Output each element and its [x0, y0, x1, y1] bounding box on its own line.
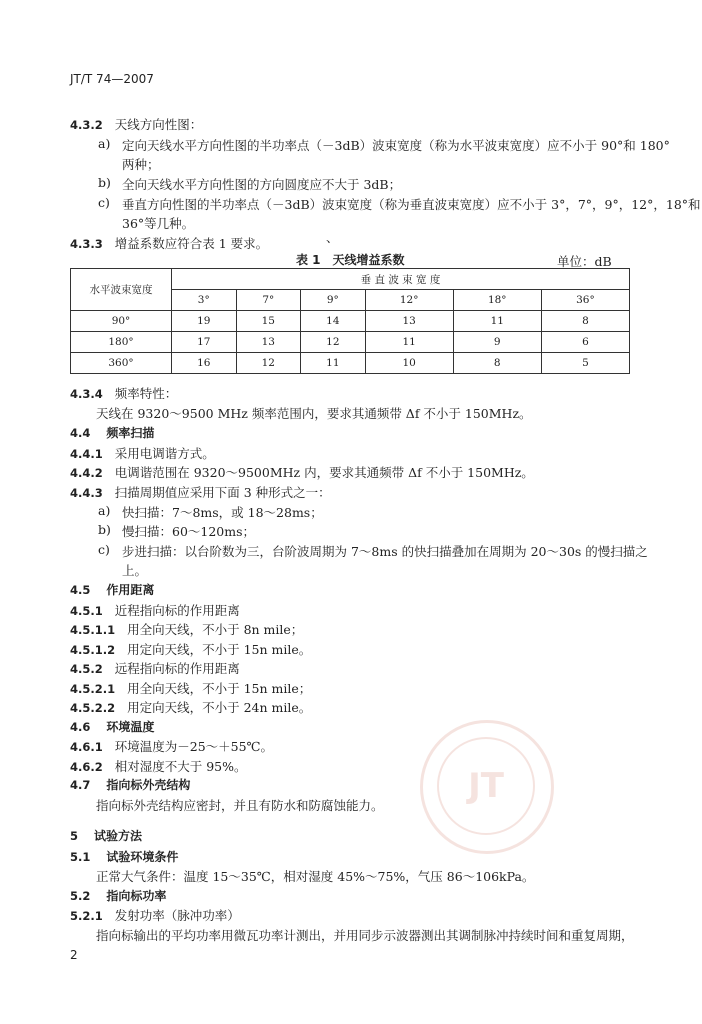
section-number: 4.4.1	[70, 447, 103, 461]
table-row	[71, 353, 630, 374]
section-number: 5.2.1	[70, 909, 103, 923]
section-4-4-2	[70, 463, 702, 481]
list-item-a-line1: 定向天线水平方向性图的半功率点（－3dB）波束宽度（称为水平波束宽度）应不小于 90°和 180°	[122, 138, 670, 153]
row-header-cell: 水平波束宽度	[71, 269, 172, 311]
list-item-b: 全向天线水平方向性图的方向圆度应不大于 3dB；	[122, 177, 402, 192]
section-text: 用定向天线，不小于 24n mile。	[127, 700, 312, 715]
section-number: 4.4	[70, 426, 91, 440]
section-title: 指向标外壳结构	[106, 778, 191, 792]
section-number: 4.4.2	[70, 466, 103, 480]
section-number: 4.6	[70, 720, 91, 734]
list-marker-b: b)	[98, 175, 111, 190]
section-text: 远程指向标的作用距离	[114, 661, 240, 676]
page-number: 2	[70, 948, 78, 962]
section-4-5-1-2	[70, 640, 702, 658]
section-4-7	[70, 776, 702, 794]
document-code: JT/T 74—2007	[70, 72, 154, 86]
column-header: 3°	[172, 290, 237, 311]
section-text: 近程指向标的作用距离	[114, 603, 240, 618]
section-title: 天线方向性图：	[114, 117, 203, 132]
section-number: 4.5.1.2	[70, 643, 116, 657]
section-number: 5.1	[70, 850, 91, 864]
list-marker-c: c)	[98, 195, 110, 210]
section-number: 4.3.4	[70, 387, 103, 401]
section-4-5	[70, 581, 702, 599]
table-cell: 19	[172, 311, 237, 332]
section-4-5-2	[70, 659, 702, 677]
section-number: 4.5.1.1	[70, 623, 116, 637]
section-number: 4.6.1	[70, 740, 103, 754]
list-marker-c: c)	[98, 542, 110, 557]
section-text: 用定向天线，不小于 15n mile。	[127, 642, 312, 657]
section-title: 频率特性：	[114, 386, 178, 401]
row-label: 90°	[71, 311, 172, 332]
list-marker-a: a)	[98, 136, 111, 151]
list-item-c-line2: 36°等几种。	[122, 216, 195, 231]
table-cell: 8	[453, 353, 541, 374]
section-4-3-3	[70, 234, 702, 252]
section-4-4-1	[70, 444, 702, 462]
table-row	[71, 332, 630, 353]
section-5	[70, 827, 702, 845]
section-number: 4.4.3	[70, 486, 103, 500]
section-number: 4.6.2	[70, 760, 103, 774]
section-text: 增益系数应符合表 1 要求。	[114, 236, 269, 251]
table-cell: 12	[301, 332, 366, 353]
table-cell: 10	[365, 353, 453, 374]
section-number: 4.5	[70, 583, 91, 597]
section-4-6-1	[70, 737, 702, 755]
section-4-5-2-2	[70, 698, 702, 716]
column-header: 9°	[301, 290, 366, 311]
section-text: 环境温度为－25～＋55℃。	[114, 739, 274, 754]
gain-table	[70, 268, 630, 374]
list-item-c-line1: 垂直方向性图的半功率点（－3dB）波束宽度（称为垂直波束宽度）应不小于 3°，7°，9°，12°，18°和	[122, 197, 701, 212]
section-title: 发射功率（脉冲功率）	[114, 908, 240, 923]
table-cell: 6	[541, 332, 629, 353]
list-item-b: 慢扫描：60～120ms；	[122, 524, 256, 539]
section-number: 4.3.3	[70, 237, 103, 251]
section-number: 4.7	[70, 778, 91, 792]
list-marker-b: b)	[98, 522, 111, 537]
section-text: 用全向天线，不小于 15n mile；	[127, 681, 312, 696]
list-item-c-line2: 上。	[122, 563, 148, 578]
column-header: 36°	[541, 290, 629, 311]
section-text: 正常大气条件：温度 15～35℃，相对湿度 45%～75%，气压 86～106kPa。	[96, 869, 535, 884]
section-text: 指向标输出的平均功率用微瓦功率计测出，并用同步示波器测出其调制脉冲持续时间和重复周期，	[96, 928, 634, 943]
section-number: 4.5.1	[70, 604, 103, 618]
column-header: 7°	[236, 290, 301, 311]
list-item-a-line2: 两种；	[122, 157, 160, 172]
section-4-5-1	[70, 601, 702, 619]
section-text: 电调谐范围在 9320～9500MHz 内，要求其通频带 Δf 不小于 150MHz。	[114, 465, 534, 480]
section-text: 采用电调谐方式。	[114, 446, 215, 461]
section-number: 4.5.2.1	[70, 682, 116, 696]
table-cell: 9	[453, 332, 541, 353]
table-cell: 17	[172, 332, 237, 353]
table-cell: 13	[365, 311, 453, 332]
section-4-5-2-1	[70, 679, 702, 697]
section-title: 频率扫描	[106, 426, 155, 440]
section-text: 相对湿度不大于 95%。	[114, 759, 247, 774]
table-cell: 14	[301, 311, 366, 332]
list-item-c-line1: 步进扫描：以台阶数为三，台阶波周期为 7～8ms 的快扫描叠加在周期为 20～30s 的慢扫描之	[122, 544, 648, 559]
section-4-3-4	[70, 384, 702, 402]
table-cell: 16	[172, 353, 237, 374]
section-number: 5	[70, 829, 79, 843]
stray-mark: 、	[326, 230, 339, 245]
section-title: 环境温度	[106, 720, 155, 734]
table-cell: 5	[541, 353, 629, 374]
section-4-6	[70, 718, 702, 736]
section-4-3-2	[70, 115, 702, 133]
section-text: 用全向天线，不小于 8n mile；	[127, 622, 304, 637]
watermark-text: JT	[437, 737, 535, 835]
table-unit: 单位：dB	[557, 254, 612, 269]
row-label: 360°	[71, 353, 172, 374]
table-cell: 11	[453, 311, 541, 332]
list-item-a: 快扫描：7～8ms，或 18～28ms；	[122, 505, 323, 520]
section-4-4-3	[70, 483, 702, 501]
row-label: 180°	[71, 332, 172, 353]
column-group-header: 垂 直 波 束 宽 度	[172, 269, 630, 290]
section-4-4	[70, 424, 702, 442]
table-caption: 表 1 天线增益系数	[296, 253, 405, 267]
list-marker-a: a)	[98, 503, 111, 518]
table-cell: 12	[236, 353, 301, 374]
column-header: 12°	[365, 290, 453, 311]
section-text: 天线在 9320～9500 MHz 频率范围内，要求其通频带 Δf 不小于 150MHz。	[96, 406, 532, 421]
section-4-5-1-1	[70, 620, 702, 638]
section-number: 4.5.2.2	[70, 701, 116, 715]
section-title: 试验方法	[94, 829, 143, 843]
table-cell: 8	[541, 311, 629, 332]
table-cell: 15	[236, 311, 301, 332]
section-text: 扫描周期值应采用下面 3 种形式之一：	[114, 485, 331, 500]
section-number: 5.2	[70, 889, 91, 903]
section-title: 指向标功率	[106, 889, 167, 903]
section-5-2	[70, 887, 702, 905]
table-row	[71, 311, 630, 332]
section-number: 4.5.2	[70, 662, 103, 676]
section-title: 试验环境条件	[106, 850, 179, 864]
table-cell: 11	[365, 332, 453, 353]
section-title: 作用距离	[106, 583, 155, 597]
section-5-1	[70, 848, 702, 866]
section-4-6-2	[70, 757, 702, 775]
section-5-2-1	[70, 906, 702, 924]
section-number: 4.3.2	[70, 118, 103, 132]
section-text: 指向标外壳结构应密封，并且有防水和防腐蚀能力。	[96, 798, 384, 813]
table-cell: 13	[236, 332, 301, 353]
table-cell: 11	[301, 353, 366, 374]
column-header: 18°	[453, 290, 541, 311]
